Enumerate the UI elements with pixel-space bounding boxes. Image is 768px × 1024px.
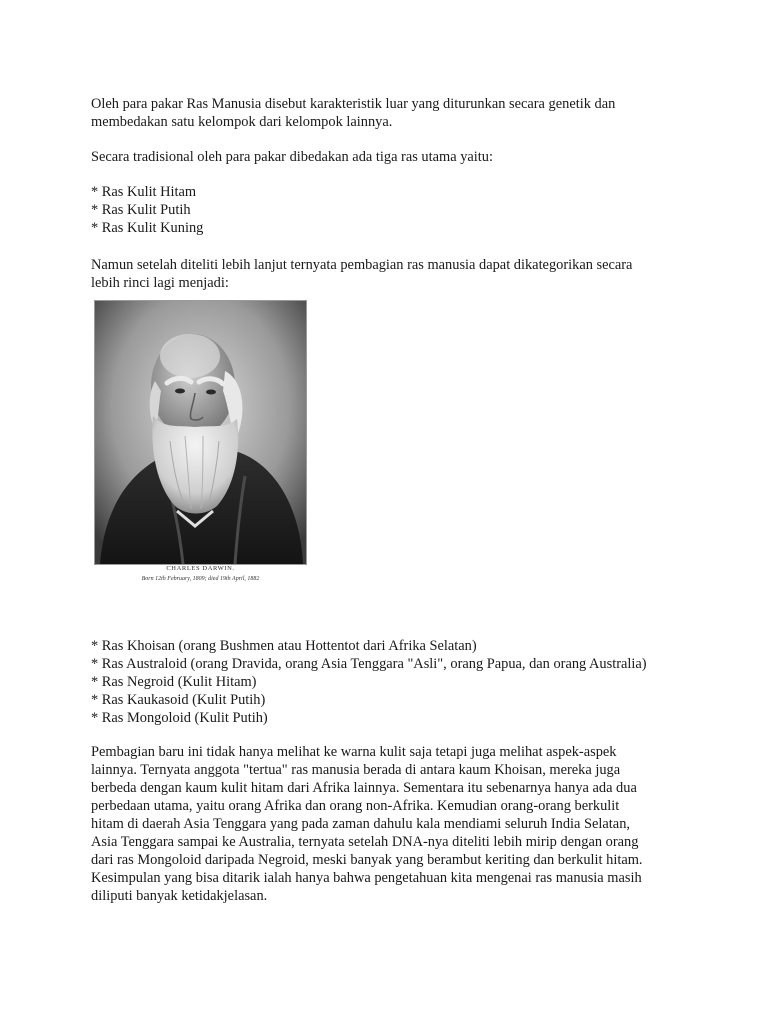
closing-paragraph [91,743,691,905]
text-line: perbedaan utama, yaitu orang Afrika dan orang non-Afrika. Kemudian orang-orang berkulit [91,798,620,814]
further-paragraph [91,256,691,292]
text-line: lainnya. Ternyata anggota "tertua" ras manusia berada di antara kaum Khoisan, mereka juga [91,762,621,778]
traditional-paragraph [91,148,691,166]
text-line: Kesimpulan yang bisa ditarik ialah hanya bahwa pengetahuan kita mengenai ras manusia masih [91,870,642,886]
text-line: dari ras Mongoloid daripada Negroid, meski banyak yang berambut keriting dan berkulit hitam. [91,852,643,868]
portrait-image [94,300,307,565]
text-line: diliputi banyak ketidakjelasan. [91,888,268,904]
intro-paragraph [91,95,691,131]
portrait-caption-dates: Born 12th February, 1809; died 19th April, 1882 [141,576,260,582]
text-line: hitam di daerah Asia Tenggara yang pada zaman dahulu kala mendiami seluruh India Selatan, [91,816,630,832]
list-item: * Ras Australoid (orang Dravida, orang Asia Tenggara "Asli", orang Papua, dan orang Australia) [91,656,647,672]
list-item: * Ras Negroid (Kulit Hitam) [91,674,257,690]
darwin-portrait-illustration [95,301,306,564]
list-item: * Ras Kaukasoid (Kulit Putih) [91,692,266,708]
text-line: Namun setelah diteliti lebih lanjut ternyata pembagian ras manusia dapat dikategorikan secara [91,257,633,273]
text-line: berbeda dengan kaum kulit hitam dari Afrika lainnya. Sementara itu sebenarnya hanya ada dua [91,780,637,796]
text-line: Oleh para pakar Ras Manusia disebut karakteristik luar yang diturunkan secara genetik dan [91,96,616,112]
list-item: * Ras Mongoloid (Kulit Putih) [91,710,268,726]
text-line: Secara tradisional oleh para pakar dibedakan ada tiga ras utama yaitu: [91,149,493,165]
portrait-caption-name: CHARLES DARWIN. [166,565,235,572]
main-races-list [91,183,691,237]
detailed-races-list [91,637,691,727]
list-item: * Ras Kulit Kuning [91,220,204,236]
text-line: Pembagian baru ini tidak hanya melihat ke warna kulit saja tetapi juga melihat aspek-aspek [91,744,617,760]
list-item: * Ras Khoisan (orang Bushmen atau Hottentot dari Afrika Selatan) [91,638,477,654]
text-line: Asia Tenggara sampai ke Australia, ternyata setelah DNA-nya diteliti lebih mirip dengan orang [91,834,639,850]
portrait-figure [94,300,307,590]
text-line: membedakan satu kelompok dari kelompok lainnya. [91,114,393,130]
list-item: * Ras Kulit Putih [91,202,191,218]
text-line: lebih rinci lagi menjadi: [91,275,229,291]
list-item: * Ras Kulit Hitam [91,184,197,200]
